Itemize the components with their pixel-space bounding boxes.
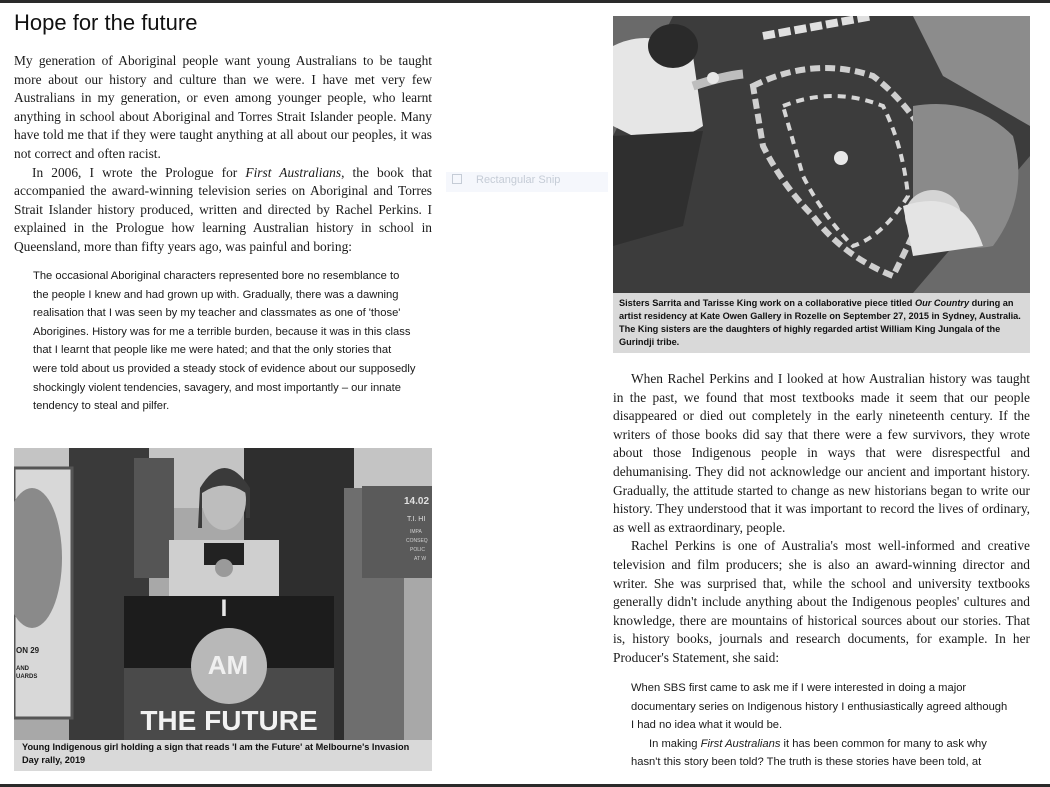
quote-paragraph-1: When SBS first came to ask me if I were interested in doing a major documentary series on Indigenous history I enthusiastically agreed although I had no idea what it would be. [631,682,1008,732]
snip-label: Rectangular Snip [476,174,561,186]
paragraph-3: When Rachel Perkins and I looked at how Australian history was taught in the past, we found that most textbooks made it seem that our people disappeared or died out completely in the early nineteenth century. If the writers of those books did say that there were a few survivors, they wrote about those Indigenous people in ways that were disrespectful and dehumanising. They did not acknowledge our ancient and important history. Gradually, the attitude started to change as new historians began to write our history. They understood that it was important to record the lives of ordinary, as well as extraordinary, people. [613,371,1030,535]
paragraph-2 [14,164,432,257]
top-rule [0,0,1050,3]
snip-square-icon [452,174,462,184]
quote-paragraph-2 [631,735,1012,772]
quote-book-title: First Australians [700,737,781,750]
right-column-text [613,370,1030,668]
photo-sisters-illustration [613,16,1030,293]
block-quote-right [631,679,1012,772]
left-column-text [14,52,432,257]
side-sign-right-3: IMPA [410,529,422,535]
artwork-title: Our Country [914,298,970,308]
side-sign-right-6: AT W [414,556,427,562]
sign-text-future: THE FUTURE [140,705,318,736]
paragraph-1: My generation of Aboriginal people want young Australians to be taught more about our history and culture than we were. I have met very few Australians in my generation, or even among younger people, who learnt anything in school about Aboriginal and Torres Strait Islander people. Many have told me that if they were taught anything at all about our peoples, it was not correct and often racist. [14,53,432,161]
side-sign-left-1: ON 29 [16,646,40,655]
caption-text-after: during an artist residency at Kate Owen Gallery in Rozelle on September 27, 2015 in Sydney, Australia. The King sisters are the daughters of highly regarded artist William King Jungala of the Gurindji tribe. [619,298,1021,347]
page-title: Hope for the future [14,10,198,35]
side-sign-left-3: UARDS [16,674,38,680]
photo-girl-with-sign [14,448,432,740]
sign-text-i: I [220,595,228,622]
side-sign-right-4: CONSEQ [406,538,428,544]
book-title: First Australians [245,164,342,180]
paragraph-2-start: In 2006, I wrote the Prologue for [32,164,238,180]
rectangular-snip-ghost[interactable] [446,172,608,192]
block-quote-left: The occasional Aboriginal characters represented bore no resemblance to the people I knew and had grown up with. Gradually, there was a dawning realisation that I was seen by my teacher and classmates as one of 'those' Aborigines. History was for me a terrible burden, because it was in this class that I learnt that people like me were hated; and that the only stories that were told about us provided a steady stock of evidence about our supposedly shockingly violent tendencies, savagery, and most importantly – our innate tendency to steal and pilfer. [33,270,416,413]
quote-2-end: it has been common for many to ask why hasn't this story been told? The truth is these stories have been told, at [631,737,987,769]
side-sign-right-5: POLIC [410,547,426,553]
photo-girl-illustration [14,448,432,740]
paragraph-4: Rachel Perkins is one of Australia's most well-informed and creative television and film producers; she is also an award-winning director and writer. She was surprised that, while the school and university textbooks generally didn't include anything about the Indigenous peoples' cultures and knowledge, there are mountains of historical sources about our stories. That is, history books, journals and research documents, for example. In her Producer's Statement, she said: [613,538,1030,665]
quote-2-start: In making [649,737,698,750]
side-sign-right-1: 14.02 [404,496,430,507]
photo-sisters-caption [613,293,1030,353]
photo-sisters-painting [613,16,1030,293]
caption-text-before: Sisters Sarrita and Tarisse King work on a collaborative piece titled [619,298,913,308]
sign-text-am: AM [207,650,249,680]
photo-girl-caption: Young Indigenous girl holding a sign that reads 'I am the Future' at Melbourne's Invasion Day rally, 2019 [14,740,432,771]
side-sign-right-2: T.I. HI [407,516,426,523]
side-sign-left-2: AND [16,666,29,672]
paragraph-2-end: , the book that accompanied the award-winning television series on Aboriginal and Torres Strait Islander history produced, written and directed by Rachel Perkins. I explained in the Prologue how learning Australian history in school in Queensland, more than fifty years ago, was painful and boring: [14,164,432,254]
